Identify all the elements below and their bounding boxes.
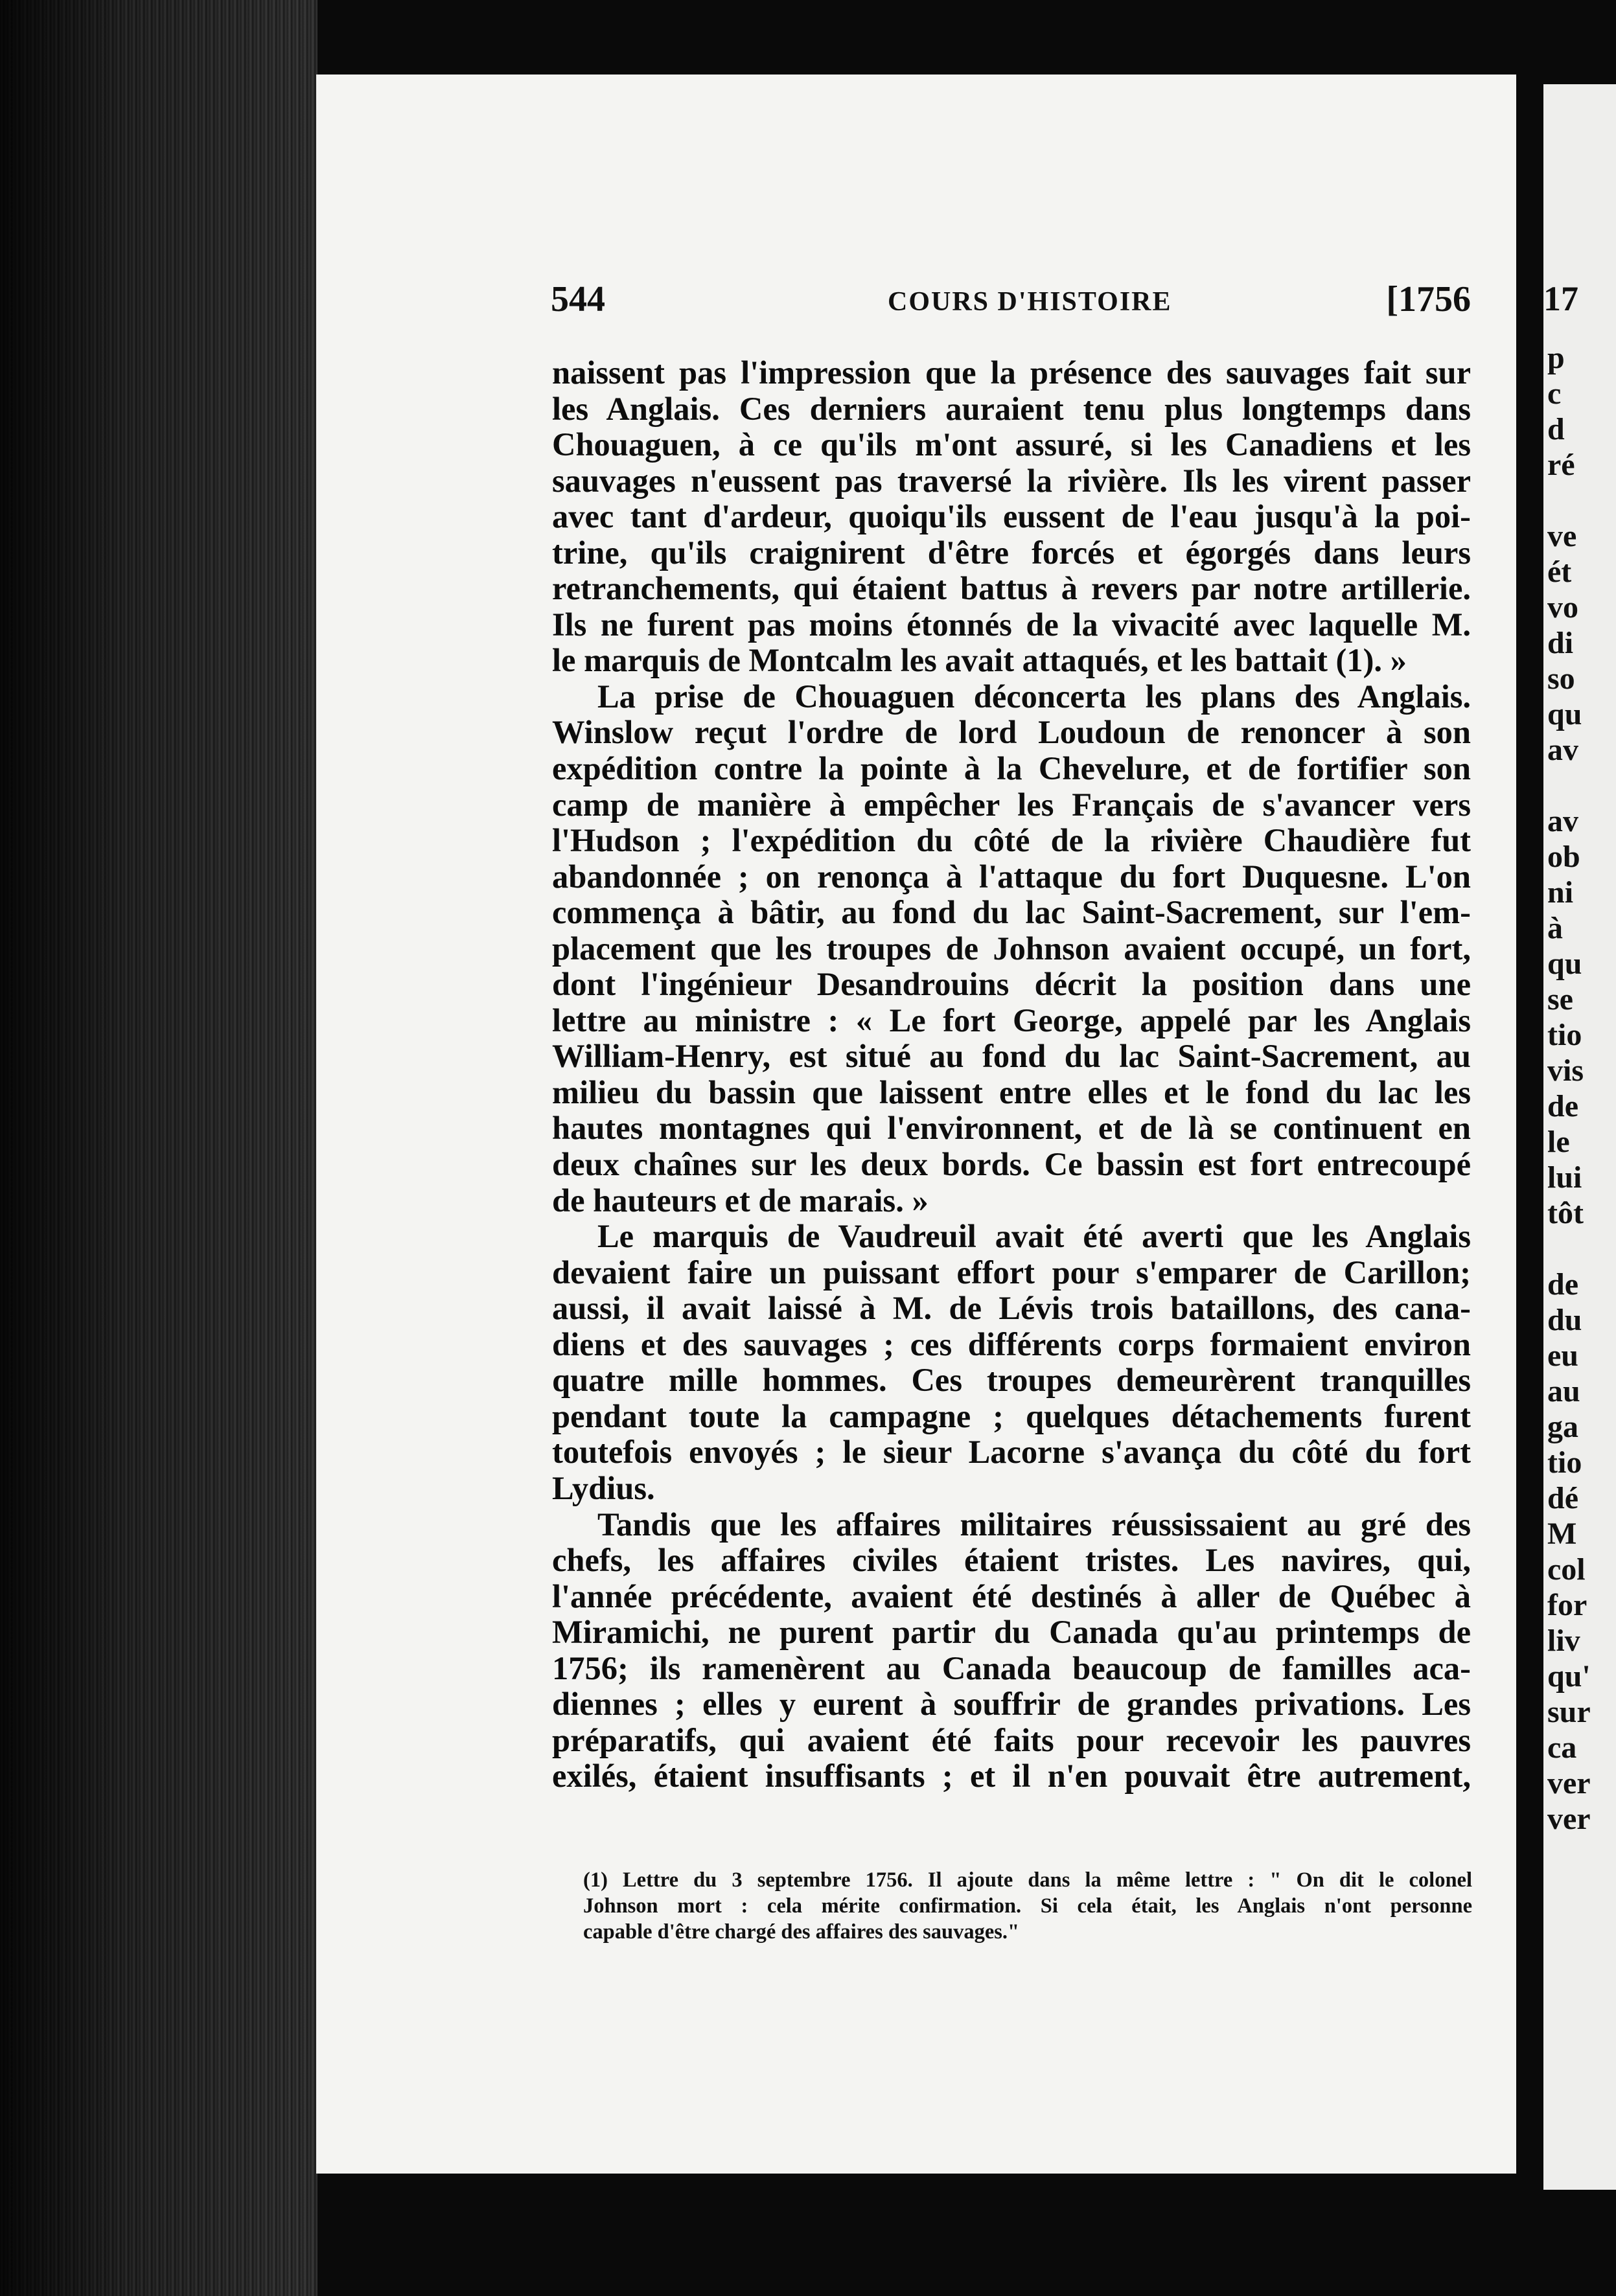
facing-page-line: qu': [1547, 1659, 1591, 1693]
text-line: commença à bâtir, au fond du lac Saint-Sacrement, sur l'em-: [552, 894, 1471, 931]
facing-page-line: so: [1547, 661, 1575, 696]
facing-page-line: [1547, 483, 1616, 518]
facing-page-line: du: [1547, 1303, 1582, 1337]
footnote: [583, 1867, 1472, 1945]
facing-page-line: tio: [1547, 1445, 1582, 1480]
text-line: les Anglais. Ces derniers auraient tenu plus longtemps dans: [552, 390, 1471, 427]
facing-page-line: tôt: [1547, 1196, 1584, 1230]
text-line: exilés, étaient insuffisants ; et il n'en pouvait être autrement,: [552, 1758, 1471, 1795]
facing-page-line: ob: [1547, 840, 1580, 874]
facing-page-line: le: [1547, 1125, 1570, 1159]
page-number: 544: [551, 279, 605, 319]
gutter: [1516, 0, 1543, 2296]
facing-page-line: à: [1547, 911, 1563, 945]
facing-page-line: p: [1547, 341, 1565, 375]
facing-page-line: ni: [1547, 875, 1574, 910]
facing-page-header: 17: [1543, 279, 1578, 318]
text-line: préparatifs, qui avaient été faits pour recevoir les pauvres: [552, 1721, 1471, 1758]
facing-page-line: lui: [1547, 1160, 1582, 1195]
facing-page-line: sur: [1547, 1695, 1591, 1729]
running-title: COURS D'HISTOIRE: [888, 287, 1172, 317]
text-line: sauvages n'eussent pas traversé la rivière. Ils les virent passer: [552, 462, 1471, 499]
text-line: le marquis de Montcalm les avait attaqués, et les battait (1). »: [552, 642, 1407, 679]
text-line: milieu du bassin que laissent entre elles et le fond du lac les: [552, 1073, 1471, 1110]
text-line: de hauteurs et de marais. »: [552, 1182, 929, 1219]
facing-page-line: de: [1547, 1267, 1578, 1302]
facing-page-line: c: [1547, 376, 1562, 411]
text-line: Lydius.: [552, 1469, 655, 1506]
facing-page-line: eu: [1547, 1338, 1578, 1373]
facing-page-line: [1547, 768, 1616, 803]
footnote-line: (1) Lettre du 3 septembre 1756. Il ajoute dans la même lettre : " On dit le colonel: [583, 1868, 1472, 1892]
facing-page-line: liv: [1547, 1624, 1580, 1658]
header-year: [1756: [1386, 279, 1471, 319]
text-line: Le marquis de Vaudreuil avait été averti que les Anglais: [597, 1218, 1471, 1255]
facing-page-line: qu: [1547, 947, 1582, 981]
facing-page-line: ver: [1547, 1766, 1591, 1800]
footnote-line: Johnson mort : cela mérite confirmation. Si cela était, les Anglais n'ont personne: [583, 1894, 1472, 1918]
text-line: pendant toute la campagne ; quelques détachements furent: [552, 1397, 1471, 1434]
text-line: Chouaguen, à ce qu'ils m'ont assuré, si les Canadiens et les: [552, 426, 1471, 463]
text-line: Tandis que les affaires militaires réussissaient au gré des: [597, 1506, 1471, 1543]
facing-page-line: vo: [1547, 590, 1578, 625]
text-line: devaient faire un puissant effort pour s'emparer de Carillon;: [552, 1254, 1471, 1291]
text-line: l'année précédente, avaient été destinés à aller de Québec à: [552, 1578, 1471, 1614]
body-text: [552, 355, 1471, 1795]
facing-page-line: av: [1547, 804, 1578, 838]
facing-page-line: ga: [1547, 1410, 1578, 1444]
text-line: expédition contre la pointe à la Chevelure, et de fortifier son: [552, 750, 1471, 787]
text-line: l'Hudson ; l'expédition du côté de la rivière Chaudière fut: [552, 822, 1471, 859]
facing-page-line: ca: [1547, 1730, 1577, 1765]
facing-page-line: ré: [1547, 448, 1575, 482]
text-line: trine, qu'ils craignirent d'être forcés et égorgés dans leurs: [552, 534, 1471, 571]
facing-page-line: de: [1547, 1089, 1578, 1123]
text-line: avec tant d'ardeur, quoiqu'ils eussent de l'eau jusqu'à la poi-: [552, 498, 1471, 535]
facing-page-line: qu: [1547, 697, 1582, 731]
facing-page-line: tio: [1547, 1018, 1582, 1052]
text-line: diens et des sauvages ; ces différents corps formaient environ: [552, 1326, 1471, 1362]
text-line: deux chaînes sur les deux bords. Ce bassin est fort entrecoupé: [552, 1146, 1471, 1183]
facing-page-line: av: [1547, 733, 1578, 767]
facing-page-line: ve: [1547, 519, 1577, 553]
text-line: toutefois envoyés ; le sieur Lacorne s'avança du côté du fort: [552, 1434, 1471, 1471]
page-header: [551, 279, 1471, 324]
facing-page-line: col: [1547, 1552, 1586, 1587]
facing-page-lines: [1547, 340, 1616, 1837]
facing-page-line: d: [1547, 412, 1565, 446]
text-line: hautes montagnes qui l'environnent, et de là se continuent en: [552, 1110, 1471, 1147]
text-line: abandonnée ; on renonça à l'attaque du fort Duquesne. L'on: [552, 858, 1471, 895]
text-line: Miramichi, ne purent partir du Canada qu'au printemps de: [552, 1614, 1471, 1651]
text-line: 1756; ils ramenèrent au Canada beaucoup de familles aca-: [552, 1649, 1471, 1686]
text-line: Ils ne furent pas moins étonnés de la vivacité avec laquelle M.: [552, 606, 1471, 643]
text-line: aussi, il avait laissé à M. de Lévis trois bataillons, des cana-: [552, 1290, 1471, 1327]
text-line: lettre au ministre : « Le fort George, appelé par les Anglais: [552, 1002, 1471, 1039]
text-line: La prise de Chouaguen déconcerta les plans des Anglais.: [597, 678, 1471, 715]
text-line: chefs, les affaires civiles étaient tristes. Les navires, qui,: [552, 1542, 1471, 1579]
text-line: camp de manière à empêcher les Français de s'avancer vers: [552, 786, 1471, 823]
text-line: retranchements, qui étaient battus à revers par notre artillerie.: [552, 570, 1471, 607]
facing-page-line: M: [1547, 1517, 1577, 1551]
book-edge: [0, 0, 317, 2296]
text-line: placement que les troupes de Johnson avaient occupé, un fort,: [552, 930, 1471, 967]
facing-page-line: [1547, 1231, 1616, 1267]
text-line: diennes ; elles y eurent à souffrir de grandes privations. Les: [552, 1686, 1471, 1723]
text-line: William-Henry, est situé au fond du lac Saint-Sacrement, au: [552, 1038, 1471, 1075]
facing-page-line: for: [1547, 1588, 1587, 1622]
footnote-line: capable d'être chargé des affaires des sauvages.": [583, 1920, 1020, 1944]
text-line: Winslow reçut l'ordre de lord Loudoun de renoncer à son: [552, 714, 1471, 751]
facing-page-line: vis: [1547, 1053, 1584, 1088]
facing-page-line: ét: [1547, 555, 1572, 589]
text-line: quatre mille hommes. Ces troupes demeurèrent tranquilles: [552, 1362, 1471, 1399]
facing-page: [1543, 84, 1616, 2190]
text-line: naissent pas l'impression que la présence des sauvages fait sur: [552, 354, 1471, 391]
facing-page-line: di: [1547, 626, 1574, 660]
facing-page-line: se: [1547, 982, 1573, 1016]
facing-page-line: ver: [1547, 1802, 1591, 1836]
facing-page-line: dé: [1547, 1481, 1578, 1515]
text-line: dont l'ingénieur Desandrouins décrit la position dans une: [552, 966, 1471, 1003]
facing-page-line: au: [1547, 1374, 1580, 1408]
